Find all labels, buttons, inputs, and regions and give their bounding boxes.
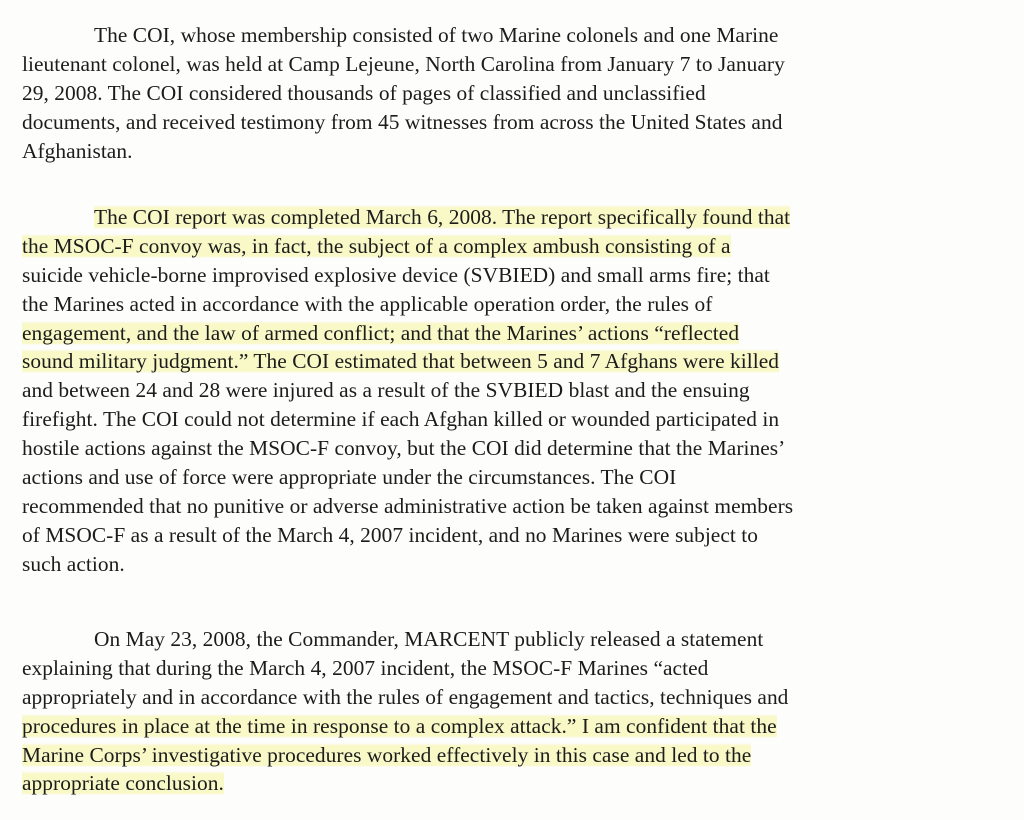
text-line: and between 24 and 28 were injured as a result of the SVBIED blast and the ensuing [22,378,750,403]
text-line [22,232,982,261]
highlighted-text: appropriate conclusion. [22,771,224,796]
text-line: documents, and received testimony from 45 witnesses from across the United States and [22,109,783,134]
text-line: appropriately and in accordance with the rules of engagement and tactics, techniques and [22,684,789,709]
text-line [22,203,982,232]
text-line: explaining that during the March 4, 2007 incident, the MSOC-F Marines “acted [22,655,709,680]
paragraph-marcent-statement [22,625,982,798]
highlighted-text: procedures in place at the time in response to a complex attack.” I am confident that the [22,713,777,738]
highlighted-text: sound military judgment.” The COI estimated that between 5 and 7 Afghans were killed [22,349,780,374]
text-line [22,347,982,376]
text-line: lieutenant colonel, was held at Camp Lejeune, North Carolina from January 7 to January [22,51,785,76]
text-line: such action. [22,551,125,576]
text-line: hostile actions against the MSOC-F convoy, but the COI did determine that the Marines’ [22,436,786,461]
paragraph-coi-membership [22,21,982,165]
text-line [22,319,982,348]
text-line: recommended that no punitive or adverse administrative action be taken against members [22,493,794,518]
paragraph-coi-report [22,203,982,579]
highlighted-text: Marine Corps’ investigative procedures worked effectively in this case and led to the [22,742,752,767]
text-line [22,769,982,798]
highlighted-text: The COI report was completed March 6, 2008. The report specifically found that [94,205,791,229]
highlighted-text: engagement, and the law of armed conflict; and that the Marines’ actions “reflected [22,320,740,345]
text-line: firefight. The COI could not determine if each Afghan killed or wounded participated in [22,407,780,432]
text-line: actions and use of force were appropriate under the circumstances. The COI [22,465,677,490]
highlighted-text: the MSOC-F convoy was, in fact, the subject of a complex ambush consisting of a [22,233,731,258]
text-line: the Marines acted in accordance with the applicable operation order, the rules of [22,291,713,316]
text-line: of MSOC-F as a result of the March 4, 2007 incident, and no Marines were subject to [22,522,759,547]
text-line: The COI, whose membership consisted of two Marine colonels and one Marine [94,23,779,47]
text-line: 29, 2008. The COI considered thousands of pages of classified and unclassified [22,80,706,105]
text-line: On May 23, 2008, the Commander, MARCENT publicly released a statement [94,627,764,651]
text-line: suicide vehicle-borne improvised explosive device (SVBIED) and small arms fire; that [22,262,770,287]
text-line [22,712,982,741]
text-line: Afghanistan. [22,138,133,163]
text-line [22,741,982,770]
